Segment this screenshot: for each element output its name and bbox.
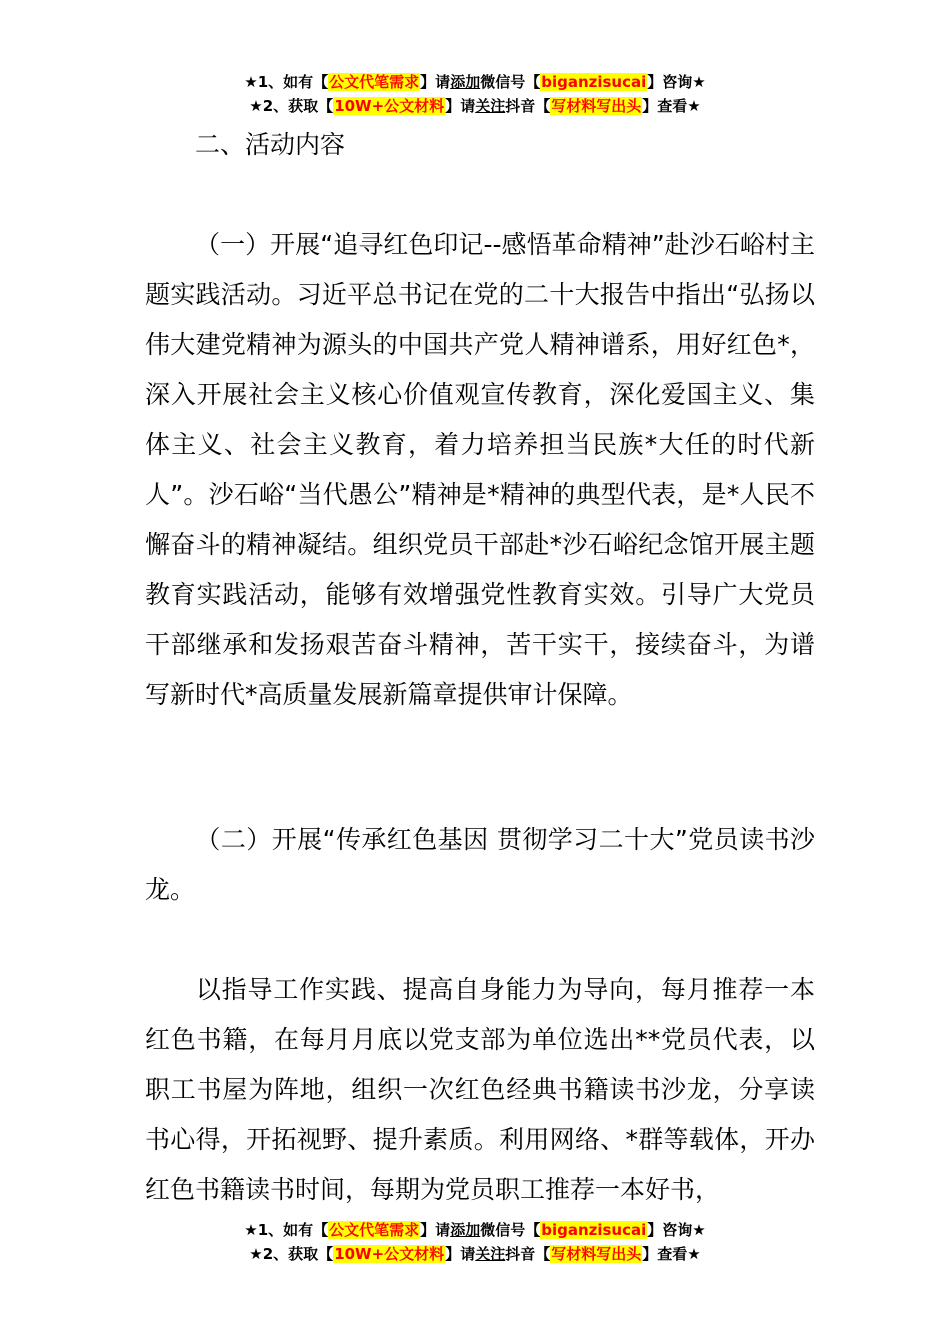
banner-text: ★2、获取【 [249, 97, 334, 115]
banner-text: 】请 [420, 73, 451, 91]
banner-text: 】咨询★ [647, 1221, 706, 1239]
banner-text: 微信号【 [480, 1221, 541, 1239]
banner-text: 】查看★ [642, 97, 701, 115]
paragraph-3 [145, 965, 815, 1215]
paragraph-1 [145, 220, 815, 720]
banner-underline: 关注 [475, 97, 506, 115]
banner-text: 】请 [445, 1245, 476, 1263]
banner-text: ★2、获取【 [249, 1245, 334, 1263]
banner-text: 】请 [420, 1221, 451, 1239]
banner-text: 】咨询★ [647, 73, 706, 91]
banner-text: ★1、如有【 [244, 73, 329, 91]
banner-highlight: 写材料写出头 [551, 1245, 642, 1263]
banner-underline: 添加 [450, 1221, 481, 1239]
banner-line-1 [0, 70, 950, 94]
banner-highlight: 公文代笔需求 [329, 1221, 420, 1239]
banner-highlight: biganzisucai [541, 1221, 647, 1239]
banner-highlight: 10W+公文材料 [334, 1245, 445, 1263]
banner-line-1 [0, 1218, 950, 1242]
header-banner [0, 70, 950, 118]
paragraph-2 [145, 815, 815, 915]
banner-text: ★1、如有【 [244, 1221, 329, 1239]
paragraph-3-text: 以指导工作实践、提高自身能力为导向，每月推荐一本红色书籍，在每月月底以党支部为单位选出**党员代表，以职工书屋为阵地，组织一次红色经典书籍读书沙龙，分享读书心得，开拓视野、提升素质。利用网络、*群等载体，开办红色书籍读书时间，每期为党员职工推荐一本好书， [145, 975, 815, 1204]
banner-text: 微信号【 [480, 73, 541, 91]
banner-text: 抖音【 [505, 1245, 551, 1263]
banner-text: 】请 [445, 97, 476, 115]
banner-highlight: 写材料写出头 [551, 97, 642, 115]
banner-line-2 [0, 1242, 950, 1266]
section-heading: 二、活动内容 [195, 130, 346, 159]
footer-banner [0, 1218, 950, 1266]
banner-highlight: 10W+公文材料 [334, 97, 445, 115]
banner-underline: 添加 [450, 73, 481, 91]
banner-line-2 [0, 94, 950, 118]
banner-highlight: biganzisucai [541, 73, 647, 91]
paragraph-2-text: （二）开展“传承红色基因 贯彻学习二十大”党员读书沙龙。 [145, 825, 815, 904]
banner-underline: 关注 [475, 1245, 506, 1263]
banner-text: 抖音【 [505, 97, 551, 115]
banner-text: 】查看★ [642, 1245, 701, 1263]
banner-highlight: 公文代笔需求 [329, 73, 420, 91]
paragraph-1-text: （一）开展“追寻红色印记--感悟革命精神”赴沙石峪村主题实践活动。习近平总书记在党的二十大报告中指出“弘扬以伟大建党精神为源头的中国共产党人精神谱系，用好红色*，深入开展社会主义核心价值观宣传教育，深化爱国主义、集体主义、社会主义教育，着力培养担当民族*大任的时代新人”。沙石峪“当代愚公”精神是*精神的典型代表，是*人民不懈奋斗的精神凝结。组织党员干部赴*沙石峪纪念馆开展主题教育实践活动，能够有效增强党性教育实效。引导广大党员干部继承和发扬艰苦奋斗精神，苦干实干，接续奋斗，为谱写新时代*高质量发展新篇章提供审计保障。 [145, 230, 815, 709]
